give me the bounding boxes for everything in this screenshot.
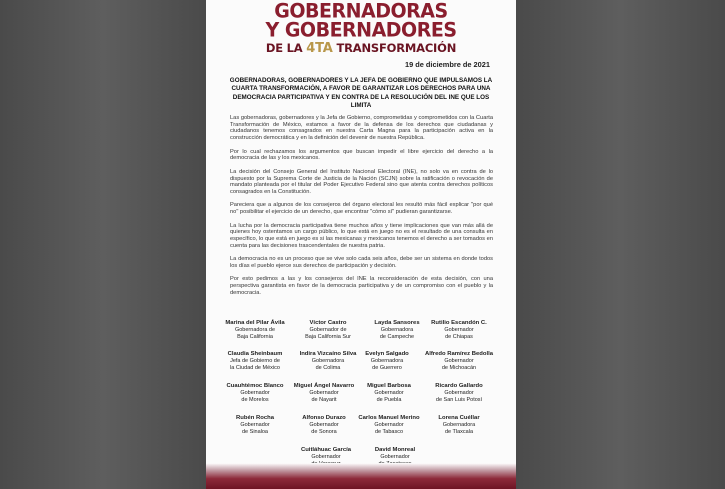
paragraph: Por lo cual rechazamos los argumentos que buscan impedir el libre ejercicio del derecho a la democracia de las y los mexicanos.	[230, 148, 493, 162]
signature-name: Cuitláhuac García	[300, 447, 352, 453]
paragraph: La lucha por la democracia participativa tiene muchos años y tiene implicaciones que van más allá de quienes hoy ostentamos un cargo público, lo que está en juego no es el resultado de una consulta en específico, lo que está en juego es si las mexicanas y mexicanos tenemos el derecho a ser tomados en cuenta para las decisiones trascendentales de nuestra patria.	[230, 222, 493, 249]
signature-role: Gobernador	[444, 327, 474, 333]
masthead-pre: DE LA	[265, 41, 303, 55]
signature-name: Carlos Manuel Merino	[358, 415, 420, 421]
paragraph: Por esto pedimos a las y los consejeros del INE la reconsideración de esta decisión, con una perspectiva garantista en favor de la democracia participativa y de un compromiso con el pueblo y la democracia.	[230, 276, 493, 296]
signature-block	[421, 415, 497, 435]
signature-role: Gobernador	[444, 358, 474, 364]
signature-name: Miguel Ángel Navarro	[293, 383, 355, 389]
signature-block	[351, 383, 427, 403]
masthead-line-2: Y GOBERNADORES	[265, 18, 457, 42]
signature-name: Rubén Rocha	[236, 415, 274, 421]
signature-block	[217, 351, 293, 371]
signature-role: Gobernador	[309, 422, 339, 428]
signature-state: de Chiapas	[445, 333, 473, 340]
signature-state: Baja California	[237, 333, 273, 340]
signature-name: Cuauhtémoc Blanco	[226, 383, 284, 389]
decorative-bottom-band	[206, 463, 516, 489]
signature-role: Gobernador de	[309, 327, 347, 333]
signature-state: de Puebla	[376, 396, 402, 403]
signature-name: Víctor Castro	[309, 320, 347, 326]
masthead-highlight: 4TA	[306, 41, 333, 56]
signature-state: de Sonora	[311, 428, 337, 435]
signature-state: de Colima	[315, 364, 341, 371]
signature-block	[351, 415, 427, 435]
signature-role: Gobernador	[374, 422, 404, 428]
masthead-line-3	[206, 41, 516, 56]
masthead-line-1: GOBERNADORAS	[274, 0, 448, 23]
signature-block	[349, 351, 425, 371]
signature-name: Miguel Barbosa	[367, 383, 411, 389]
signature-name: Claudia Sheinbaum	[227, 351, 283, 357]
document-heading: GOBERNADORAS, GOBERNADORES Y LA JEFA DE GOBIERNO QUE IMPULSAMOS LA CUARTA TRANSFORMACIÓN, A FAVOR DE GARANTIZAR LOS DERECHOS PARA UNA DEMOCRACIA PARTICIPATIVA Y EN CONTRA DE LA RESOLUCIÓN DEL INE QUE LOS LIMITA	[229, 77, 493, 110]
signature-block	[217, 320, 293, 340]
background-right	[516, 0, 725, 489]
signature-role: Gobernadora	[311, 358, 345, 364]
paragraph: Las gobernadoras, gobernadores y la Jefa de Gobierno, comprometidas y comprometidos con la Cuarta Transformación de México, estamos a favor de la defensa de los derechos que ciudadanas y ciudadanos tenemos consagrados en nuestra Carta Magna para la participación activa en la construcción democrática y en la definición del devenir de nuestra República.	[230, 115, 493, 142]
signature-block	[421, 383, 497, 403]
signature-role: Gobernador	[240, 390, 270, 396]
signature-name: Alfredo Ramírez Bedolla	[424, 351, 494, 357]
signature-role: Jefa de Gobierno de	[230, 358, 280, 364]
signature-name: Ricardo Gallardo	[435, 383, 483, 389]
signature-role: Gobernadora	[370, 358, 404, 364]
signature-state: de Sinaloa	[242, 428, 268, 435]
signature-name: Marina del Pilar Ávila	[225, 320, 285, 326]
signature-role: Gobernador	[380, 454, 410, 460]
signature-name: Alfonso Durazo	[302, 415, 346, 421]
signature-name: Lorena Cuéllar	[438, 415, 480, 421]
signature-role: Gobernadora	[380, 327, 414, 333]
signature-block	[421, 351, 497, 371]
masthead-post: TRANSFORMACIÓN	[336, 41, 457, 55]
document-date: 19 de diciembre de 2021	[404, 60, 490, 69]
signature-role: Gobernador	[374, 390, 404, 396]
signature-state: de Tlaxcala	[444, 428, 474, 435]
signature-name: Layda Sansores	[374, 320, 420, 326]
signature-block	[290, 320, 366, 340]
signature-state: de Nayarit	[311, 396, 337, 403]
paragraph: Pareciera que a algunos de los consejeros del órgano electoral les resultó más fácil explicar "por qué no" posibilitar el ejercicio de un derecho, que encontrar "cómo sí" pudieran garantizarse.	[230, 202, 493, 216]
signature-role: Gobernador	[444, 390, 474, 396]
signature-state: de San Luis Potosí	[435, 396, 483, 403]
signature-name: Rutilio Escandón C.	[431, 320, 487, 326]
signature-block	[217, 415, 293, 435]
signature-role: Gobernadora	[442, 422, 476, 428]
signature-role: Gobernador	[311, 454, 341, 460]
signature-name: David Monreal	[374, 447, 416, 453]
signature-name: Indira Vizcaíno Silva	[299, 351, 357, 357]
document-page	[206, 0, 516, 489]
signature-state: Baja California Sur	[305, 333, 351, 340]
signature-state: de Tabasco	[374, 428, 404, 435]
signature-block	[421, 320, 497, 340]
background-left	[0, 0, 206, 489]
signature-block	[217, 383, 293, 403]
signature-role: Gobernador	[240, 422, 270, 428]
paragraph: La decisión del Consejo General del Instituto Nacional Electoral (INE), no solo va en contra de lo dispuesto por la Suprema Corte de Justicia de la Nación (SCJN) sobre la ratificación o revocación de mandato planteada por el titular del Poder Ejecutivo Federal sino que atenta contra derechos políticos consagrados en la Constitución.	[230, 168, 493, 195]
signature-state: de Morelos	[241, 396, 269, 403]
signature-state: de Campeche	[379, 333, 415, 340]
signature-name: Evelyn Salgado	[365, 351, 409, 357]
masthead-logo	[206, 2, 516, 56]
signature-role: Gobernadora de	[234, 327, 276, 333]
signature-state: de Guerrero	[372, 364, 402, 371]
document-body	[230, 115, 493, 303]
signature-state: la Ciudad de México	[230, 364, 280, 371]
signature-state: de Michoacán	[441, 364, 477, 371]
signature-role: Gobernador	[309, 390, 339, 396]
paragraph: La democracia no es un proceso que se vive solo cada seis años, debe ser un sistema en donde todos los días el pueblo ejerce sus derechos de participación y decisión.	[230, 256, 493, 269]
